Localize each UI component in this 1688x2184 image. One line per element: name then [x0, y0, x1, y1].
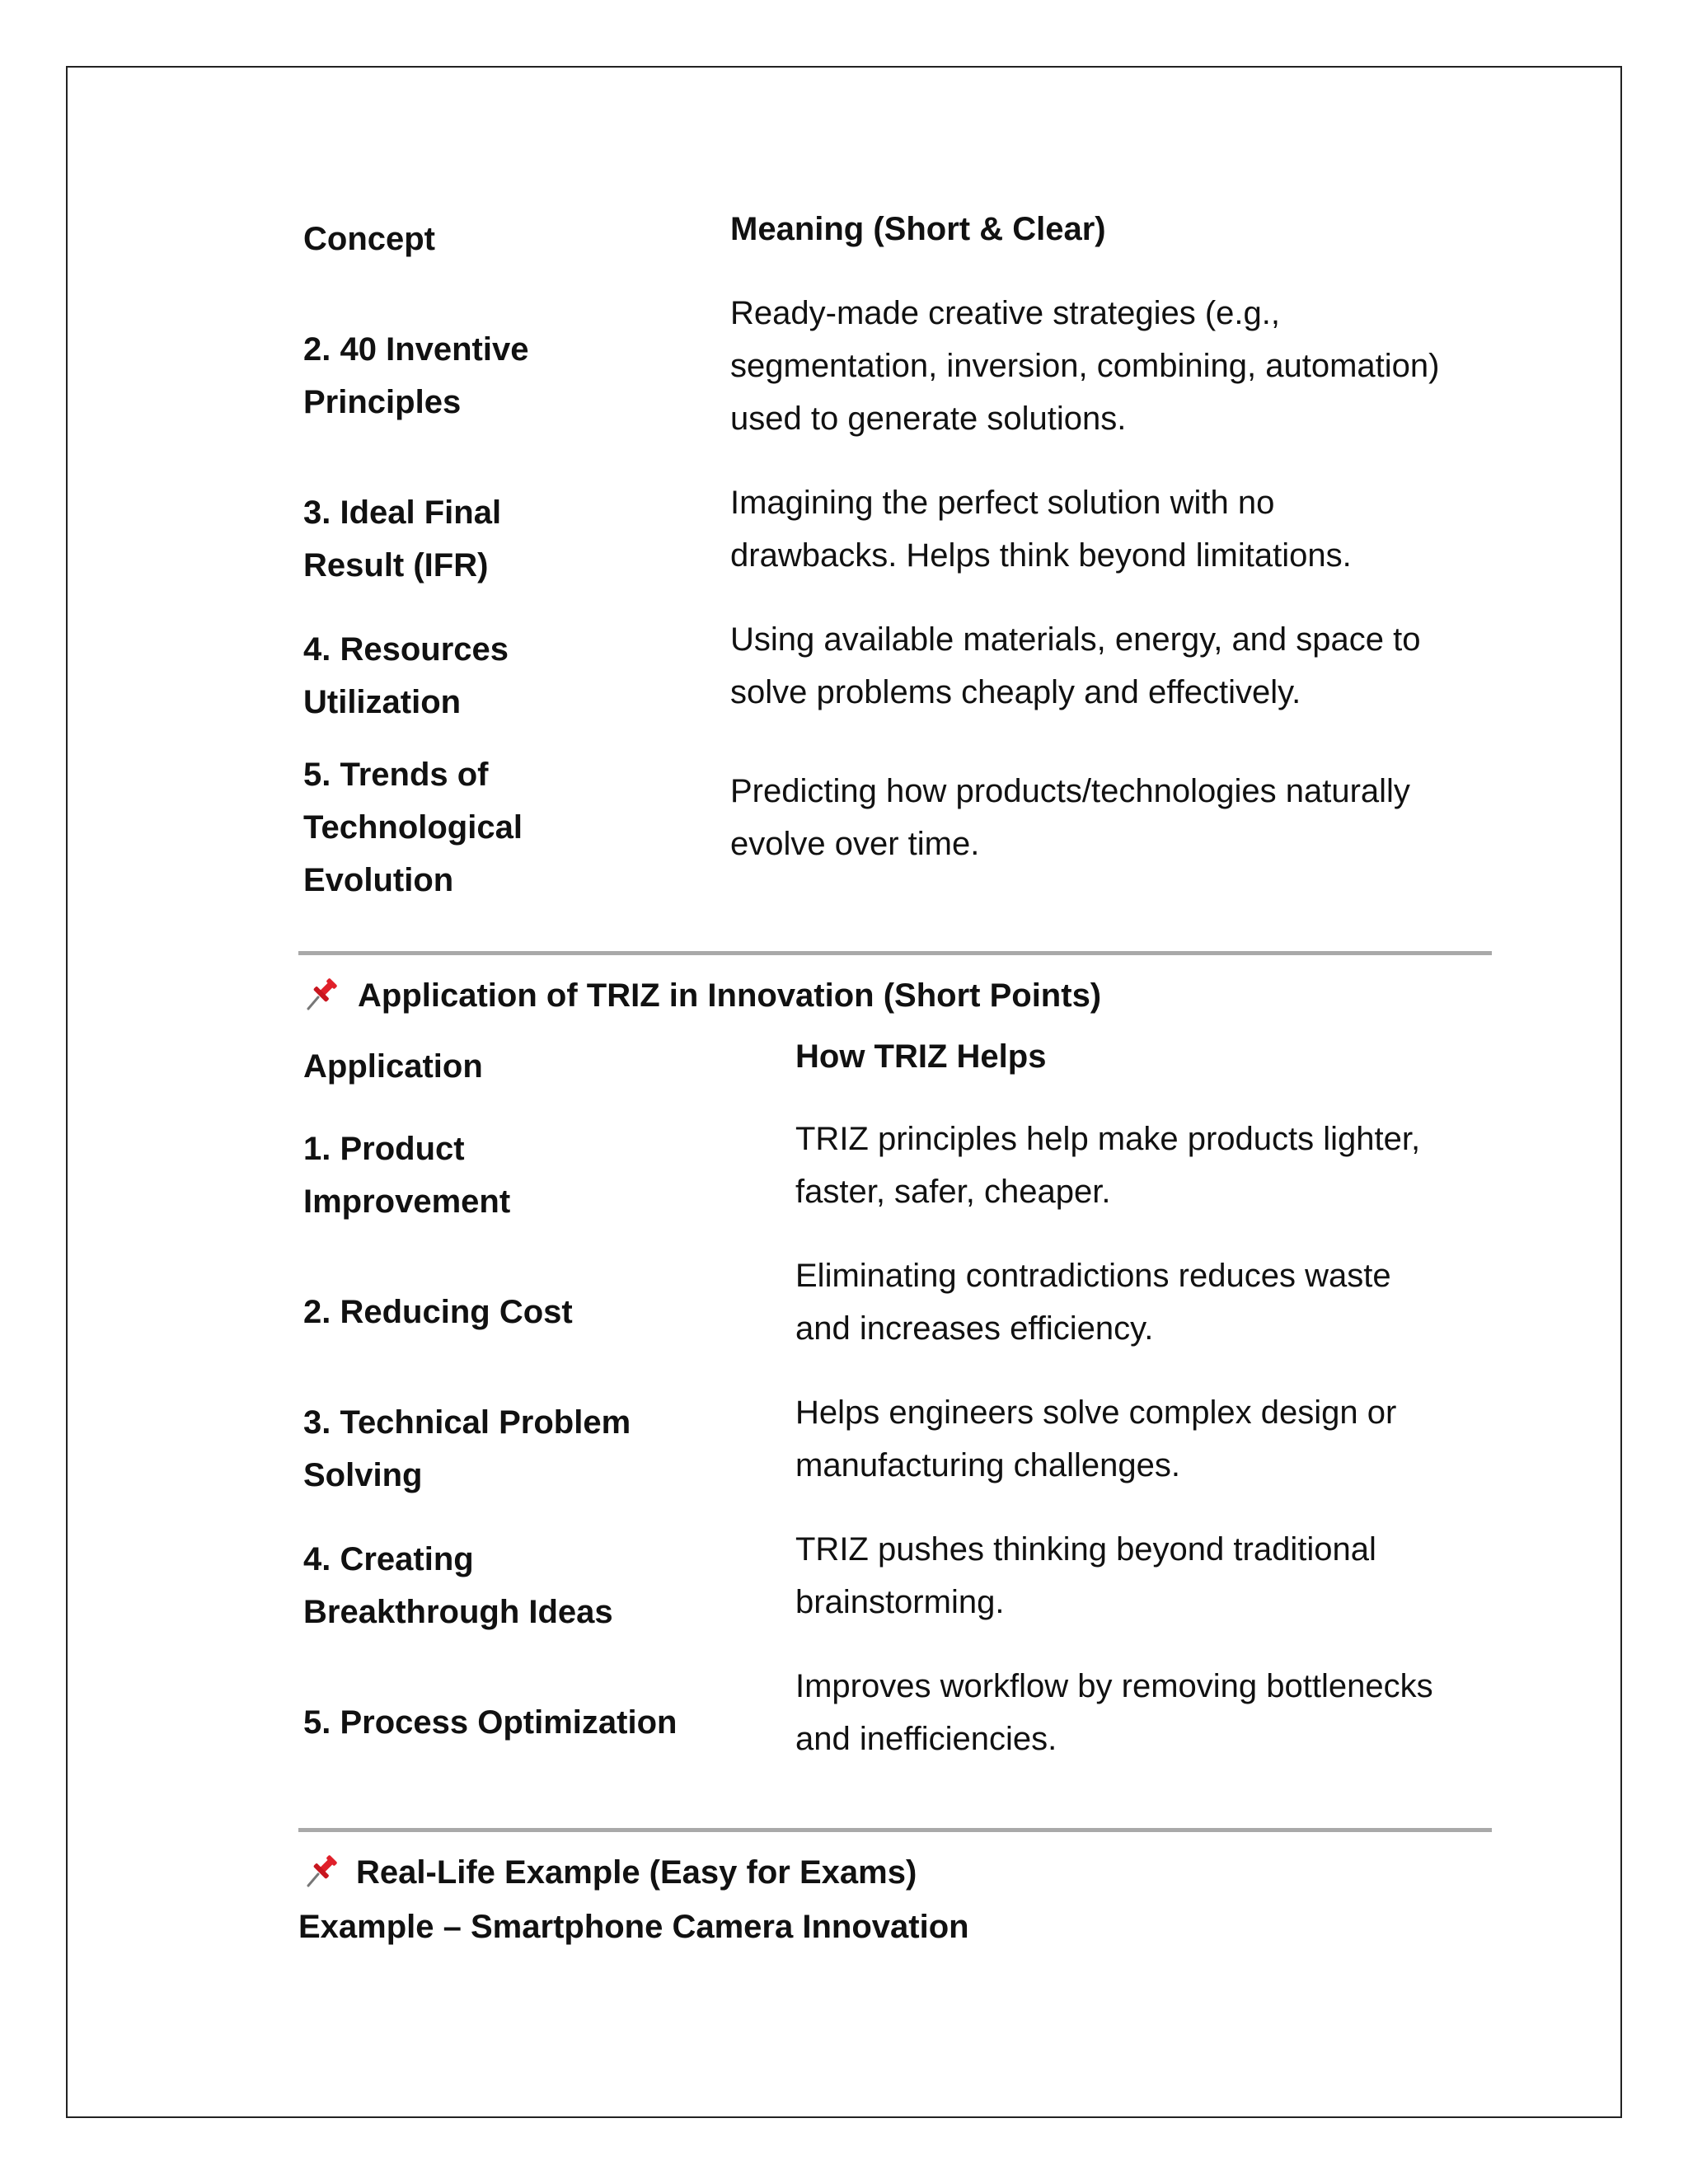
meaning-cell: solve problems cheaply and effectively. [730, 674, 1301, 710]
table-header-application: Application [303, 1048, 483, 1085]
meaning-cell: used to generate solutions. [730, 401, 1127, 437]
concept-cell: Utilization [303, 684, 462, 720]
concept-cell: Principles [303, 384, 462, 420]
meaning-cell: segmentation, inversion, combining, automation) [730, 348, 1440, 384]
section-divider [298, 1828, 1492, 1832]
helps-cell: TRIZ pushes thinking beyond traditional [795, 1531, 1376, 1568]
helps-cell: faster, safer, cheaper. [795, 1174, 1111, 1210]
section-divider [298, 951, 1492, 955]
concept-cell: 4. Resources [303, 631, 509, 668]
helps-cell: and increases efficiency. [795, 1310, 1154, 1347]
concept-cell: Result (IFR) [303, 547, 489, 583]
meaning-cell: Ready-made creative strategies (e.g., [730, 295, 1280, 331]
pushpin-icon [302, 1853, 340, 1891]
helps-cell: Improves workflow by removing bottlenecks [795, 1668, 1433, 1704]
meaning-cell: Predicting how products/technologies naturally [730, 773, 1410, 809]
meaning-cell: evolve over time. [730, 826, 980, 862]
helps-cell: Helps engineers solve complex design or [795, 1394, 1397, 1431]
table-header-meaning: Meaning (Short & Clear) [730, 211, 1106, 247]
meaning-cell: Imagining the perfect solution with no [730, 485, 1275, 521]
meaning-cell: drawbacks. Helps think beyond limitations. [730, 537, 1352, 574]
helps-cell: TRIZ principles help make products lighter, [795, 1121, 1421, 1157]
table-header-helps: How TRIZ Helps [795, 1038, 1047, 1075]
application-cell: 5. Process Optimization [303, 1704, 678, 1741]
application-cell: Solving [303, 1457, 423, 1493]
section-title-example: Real-Life Example (Easy for Exams) [356, 1854, 917, 1891]
meaning-cell: Using available materials, energy, and space to [730, 621, 1421, 658]
concept-cell: 3. Ideal Final [303, 494, 502, 531]
helps-cell: brainstorming. [795, 1584, 1005, 1620]
helps-cell: and inefficiencies. [795, 1721, 1057, 1757]
application-cell: Improvement [303, 1183, 511, 1220]
example-subtitle: Example – Smartphone Camera Innovation [298, 1909, 969, 1945]
concept-cell: Evolution [303, 862, 454, 898]
concept-cell: 2. 40 Inventive [303, 331, 529, 368]
application-cell: 1. Product [303, 1131, 465, 1167]
application-cell: 4. Creating [303, 1541, 474, 1577]
helps-cell: Eliminating contradictions reduces waste [795, 1258, 1391, 1294]
concept-cell: 5. Trends of [303, 757, 489, 793]
concept-cell: Technological [303, 809, 523, 846]
pushpin-icon [302, 976, 340, 1014]
application-cell: 2. Reducing Cost [303, 1294, 573, 1330]
table-header-concept: Concept [303, 221, 435, 257]
application-cell: 3. Technical Problem [303, 1404, 631, 1441]
section-title-application: Application of TRIZ in Innovation (Short Points) [358, 977, 1102, 1014]
application-cell: Breakthrough Ideas [303, 1594, 613, 1630]
helps-cell: manufacturing challenges. [795, 1447, 1180, 1483]
